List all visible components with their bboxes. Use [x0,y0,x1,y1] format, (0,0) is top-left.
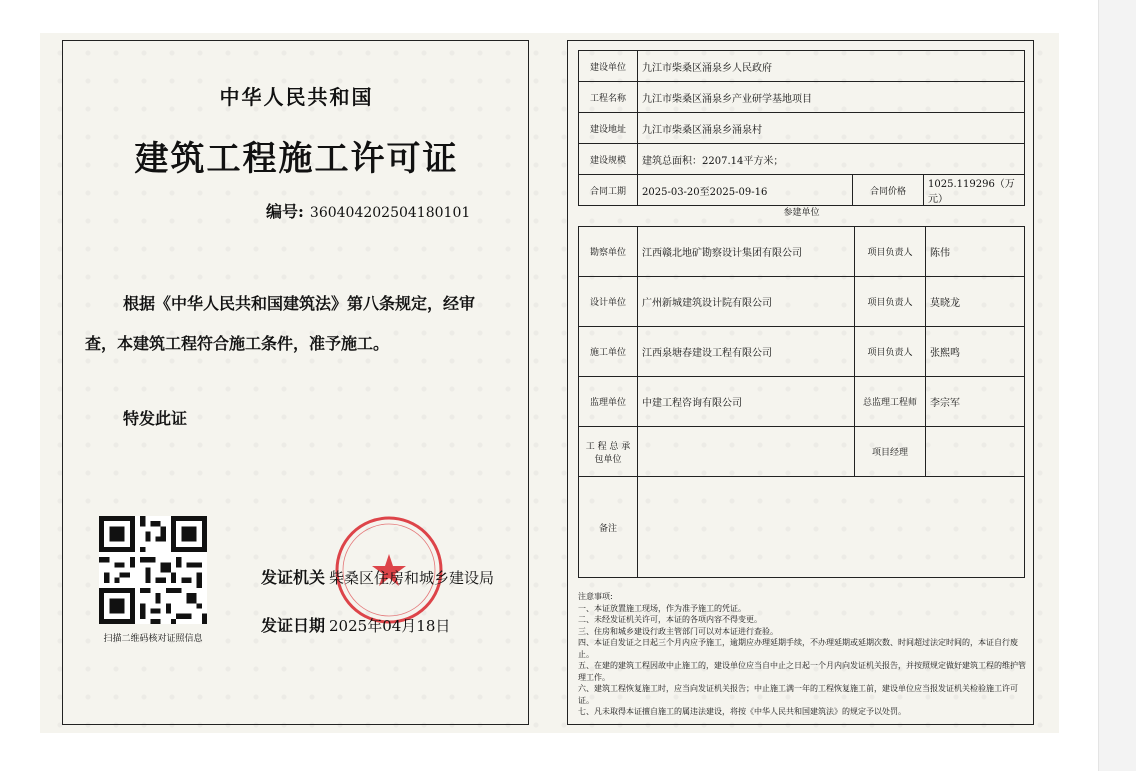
unit-name: 广州新城建筑设计院有限公司 [638,277,855,327]
table-row [579,427,1025,477]
table-row [579,51,1025,82]
table-row [579,277,1025,327]
unit-label: 监理单位 [579,377,638,427]
serial-number [266,199,470,222]
notes-section [578,591,1028,718]
qr-code-icon[interactable] [99,516,207,624]
contract-period-label: 合同工期 [579,175,638,206]
contract-price-label: 合同价格 [853,175,924,206]
serial-value: 360404202504180101 [309,205,471,221]
unit-role: 项目经理 [855,427,926,477]
unit-label: 工 程 总 承包单位 [579,427,638,477]
row-value: 九江市柴桑区涌泉乡产业研学基地项目 [638,82,1025,113]
table-row [579,377,1025,427]
contract-period-value: 2025-03-20至2025-09-16 [638,175,853,206]
vertical-scrollbar[interactable] [1098,0,1136,771]
issue-date [261,613,450,636]
issuing-authority [261,565,494,588]
unit-person: 莫晓龙 [926,277,1025,327]
remarks-value [638,477,1025,578]
unit-role: 项目负责人 [855,277,926,327]
table-row [579,113,1025,144]
table-row [579,144,1025,175]
issuer-value: 柴桑区住房和城乡建设局 [329,569,495,587]
table-row [579,175,1025,206]
country-heading: 中华人民共和国 [219,85,374,109]
row-label: 建设地址 [579,113,638,144]
participants-section-title: 参建单位 [783,208,820,218]
table-row [579,477,1025,578]
row-value: 建筑总面积：2207.14平方米； [638,144,1025,175]
row-label: 工程名称 [579,82,638,113]
row-label: 建设规模 [579,144,638,175]
certificate-front-page [62,40,529,725]
note-item: 六、建筑工程恢复施工时，应当向发证机关报告；中止施工满一年的工程恢复施工前，建设单位应当报发证机关检验施工许可证。 [578,684,1018,705]
unit-name: 江西赣北地矿勘察设计集团有限公司 [638,227,855,277]
certificate-back-page [567,40,1034,725]
notes-title: 注意事项: [578,592,613,601]
note-item: 五、在建的建筑工程因故中止施工的，建设单位应当自中止之日起一个月内向发证机关报告，并按照规定做好建筑工程的维护管理工作。 [578,661,1026,682]
unit-person: 李宗军 [926,377,1025,427]
project-info-table [578,50,1025,206]
serial-label: 编号: [266,202,304,221]
special-issue-text: 特发此证 [123,409,188,428]
note-item: 七、凡未取得本证擅自施工的属违法建设，将按《中华人民共和国建筑法》的规定予以处罚。 [578,707,906,716]
table-row [579,227,1025,277]
note-item: 二、未经发证机关许可，本证的各项内容不得变更。 [578,615,762,624]
unit-role: 总监理工程师 [855,377,926,427]
unit-name [638,427,855,477]
note-item: 三、住房和城乡建设行政主管部门可以对本证进行查验。 [578,626,778,636]
unit-name: 江西泉塘春建设工程有限公司 [638,327,855,377]
certificate-title: 建筑工程施工许可证 [134,139,459,179]
unit-person: 陈伟 [926,227,1025,277]
body-text-line-1: 根据《中华人民共和国建筑法》第八条规定，经审 [123,294,476,313]
row-value: 九江市柴桑区涌泉乡人民政府 [638,51,1025,82]
unit-person [926,427,1025,477]
row-label: 建设单位 [579,51,638,82]
unit-person: 张熙鸣 [926,327,1025,377]
unit-label: 设计单位 [579,277,638,327]
date-value: 2025年04月18日 [329,617,451,635]
unit-name: 中建工程咨询有限公司 [638,377,855,427]
note-item: 一、本证放置施工现场，作为准予施工的凭证。 [578,603,746,613]
unit-role: 项目负责人 [855,227,926,277]
note-item: 四、本证自发证之日起三个月内应予施工，逾期应办理延期手续，不办理延期或延期次数、时间超过法定时间的，本证自行废止。 [578,638,1018,659]
table-row [579,327,1025,377]
participants-table [578,226,1025,578]
issuer-label: 发证机关 [261,568,326,587]
unit-role: 项目负责人 [855,327,926,377]
unit-label: 勘察单位 [579,227,638,277]
qr-caption: 扫描二维码核对证照信息 [103,634,203,644]
table-row [579,82,1025,113]
date-label: 发证日期 [261,616,326,635]
body-text-line-2: 查，本建筑工程符合施工条件，准予施工。 [85,334,390,353]
remarks-label: 备注 [579,477,638,578]
unit-label: 施工单位 [579,327,638,377]
contract-price-value: 1025.119296（万元） [924,175,1025,206]
row-value: 九江市柴桑区涌泉乡涌泉村 [638,113,1025,144]
